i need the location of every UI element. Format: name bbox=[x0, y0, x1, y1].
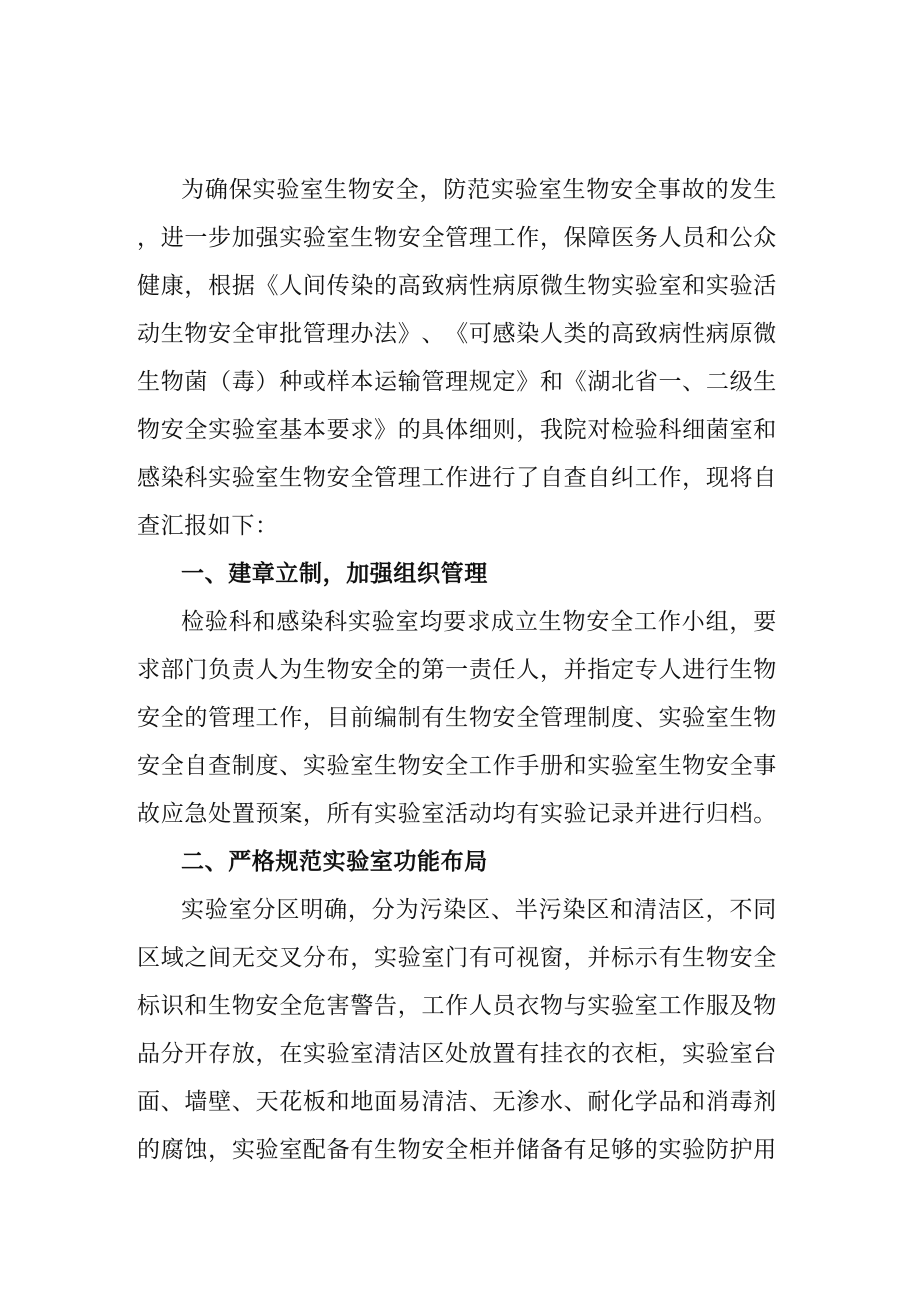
intro-line: 物 安 全 实 验 室 基 本 要 求 》 的 具 体 细 则 ， 我 院 对 检 验 科 细 菌 室 和 bbox=[137, 417, 777, 443]
section2-line: 区 域 之 间 无 交 叉 分 布 ， 实 验 室 门 有 可 视 窗 ， 并 标 示 有 生 物 安 全 bbox=[137, 945, 777, 971]
intro-line: 查汇报如下： bbox=[137, 513, 279, 539]
intro-line: 动 生 物 安 全 审 批 管 理 办 法 》 、 《 可 感 染 人 类 的 高 致 病 性 病 原 微 bbox=[137, 321, 777, 347]
section2-line: 面 、 墙 壁 、 天 花 板 和 地 面 易 清 洁 、 无 渗 水 、 耐 化 学 品 和 消 毒 剂 bbox=[137, 1089, 777, 1115]
intro-line: ， 进 一 步 加 强 实 验 室 生 物 安 全 管 理 工 作 ， 保 障 医 务 人 员 和 公 众 bbox=[137, 225, 777, 251]
section-heading-1: 一、建章立制，加强组织管理 bbox=[181, 561, 488, 587]
intro-line: 生 物 菌 （ 毒 ） 种 或 样 本 运 输 管 理 规 定 》 和 《 湖 北 省 一 、 二 级 生 bbox=[137, 369, 777, 395]
intro-line: 感 染 科 实 验 室 生 物 安 全 管 理 工 作 进 行 了 自 查 自 纠 工 作 ， 现 将 自 bbox=[137, 465, 777, 491]
section2-line: 实 验 室 分 区 明 确 ， 分 为 污 染 区 、 半 污 染 区 和 清 洁 区 ， 不 同 bbox=[181, 897, 777, 923]
document-body bbox=[137, 166, 777, 1174]
section2-line: 标 识 和 生 物 安 全 危 害 警 告 ， 工 作 人 员 衣 物 与 实 验 室 工 作 服 及 物 bbox=[137, 993, 777, 1019]
section1-line: 检 验 科 和 感 染 科 实 验 室 均 要 求 成 立 生 物 安 全 工 作 小 组 ， 要 bbox=[181, 609, 777, 635]
section2-line: 品 分 开 存 放 ， 在 实 验 室 清 洁 区 处 放 置 有 挂 衣 的 衣 柜 ， 实 验 室 台 bbox=[137, 1041, 777, 1067]
intro-line: 健 康 ， 根 据 《 人 间 传 染 的 高 致 病 性 病 原 微 生 物 实 验 室 和 实 验 活 bbox=[137, 273, 777, 299]
section1-line: 求 部 门 负 责 人 为 生 物 安 全 的 第 一 责 任 人 ， 并 指 定 专 人 进 行 生 物 bbox=[137, 657, 777, 683]
section1-line: 安 全 的 管 理 工 作 ， 目 前 编 制 有 生 物 安 全 管 理 制 度 、 实 验 室 生 物 bbox=[137, 705, 777, 731]
section1-line: 安 全 自 查 制 度 、 实 验 室 生 物 安 全 工 作 手 册 和 实 验 室 生 物 安 全 事 bbox=[137, 753, 777, 779]
section-heading-2: 二、严格规范实验室功能布局 bbox=[181, 849, 488, 875]
intro-line: 为 确 保 实 验 室 生 物 安 全 ， 防 范 实 验 室 生 物 安 全 事 故 的 发 生 bbox=[181, 177, 777, 203]
section1-line: 故 应 急 处 置 预 案 ， 所 有 实 验 室 活 动 均 有 实 验 记 录 并 进 行 归 档 。 bbox=[137, 801, 777, 827]
section2-line: 的 腐 蚀 ， 实 验 室 配 备 有 生 物 安 全 柜 并 储 备 有 足 够 的 实 验 防 护 用 bbox=[137, 1137, 777, 1163]
